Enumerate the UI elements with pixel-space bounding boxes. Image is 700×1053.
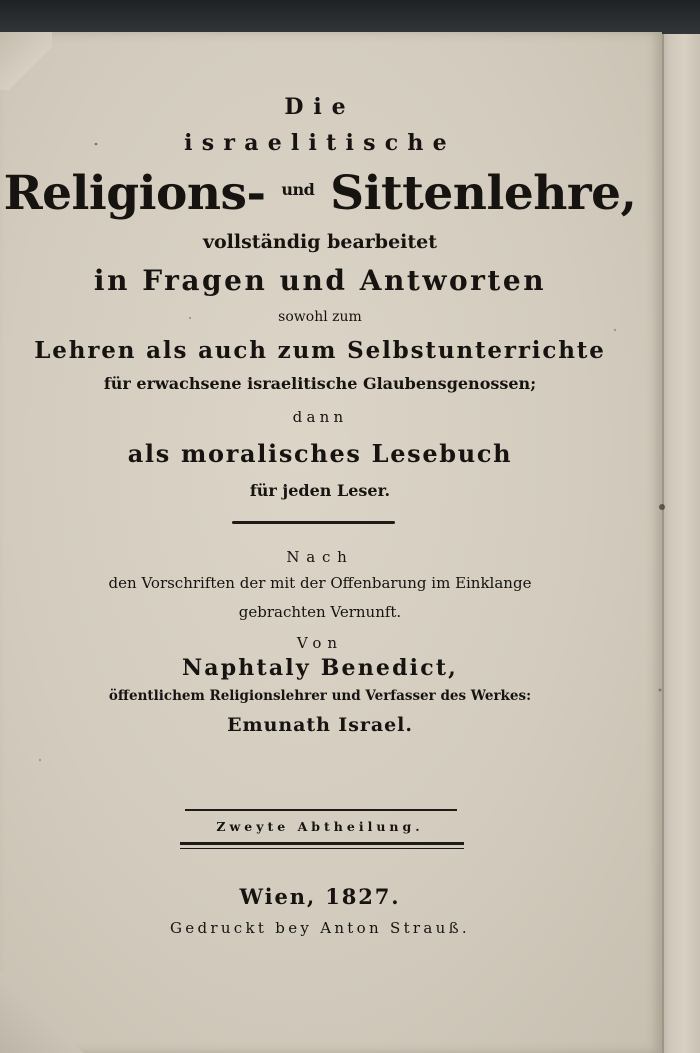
volume-rule-bottom bbox=[180, 842, 464, 845]
main-title bbox=[0, 166, 640, 221]
facing-page-edge bbox=[660, 34, 700, 1053]
author-name: Naphtaly Benedict, bbox=[181, 655, 459, 681]
page-corner-top bbox=[0, 32, 52, 90]
page-corner-bottom bbox=[0, 960, 90, 1053]
background-shadow bbox=[0, 0, 700, 36]
volume-rule-top bbox=[185, 809, 457, 811]
title-und: und bbox=[281, 180, 315, 199]
line-die: Die bbox=[284, 94, 356, 120]
line-lehren: Lehren als auch zum Selbstunterrichte bbox=[34, 337, 606, 364]
imprint-place-year: Wien, 1827. bbox=[239, 884, 401, 909]
line-fuer-jeden: für jeden Leser. bbox=[249, 481, 391, 500]
line-von: Von bbox=[296, 634, 344, 652]
author-role: öffentlichem Religionslehrer und Verfasser des Werkes: bbox=[108, 688, 532, 704]
line-fuer-erwachsene: für erwachsene israelitische Glaubensgenossen; bbox=[103, 374, 537, 393]
line-moralisches: als moralisches Lesebuch bbox=[127, 439, 513, 468]
title-part2: Sittenlehre, bbox=[330, 166, 637, 221]
title-part1: Religions- bbox=[3, 166, 266, 221]
line-dann: dann bbox=[292, 408, 348, 426]
line-vollstaendig: vollständig bearbeitet bbox=[202, 231, 438, 253]
line-sowohl: sowohl zum bbox=[278, 309, 362, 325]
line-fragen: in Fragen und Antworten bbox=[93, 264, 547, 297]
volume-label: Zweyte Abtheilung. bbox=[216, 819, 424, 834]
line-nach: Nach bbox=[286, 548, 354, 566]
prior-work-title: Emunath Israel. bbox=[227, 714, 413, 736]
line-vorschriften-1: den Vorschriften der mit der Offenbarung im Einklange bbox=[108, 574, 532, 592]
line-israelitische: israelitische bbox=[184, 130, 456, 156]
line-vorschriften-2: gebrachten Vernunft. bbox=[238, 603, 402, 621]
volume-rule-bottom-thin bbox=[180, 848, 464, 849]
imprint-printer: Gedruckt bey Anton Strauß. bbox=[170, 919, 470, 937]
divider-rule bbox=[232, 521, 395, 524]
